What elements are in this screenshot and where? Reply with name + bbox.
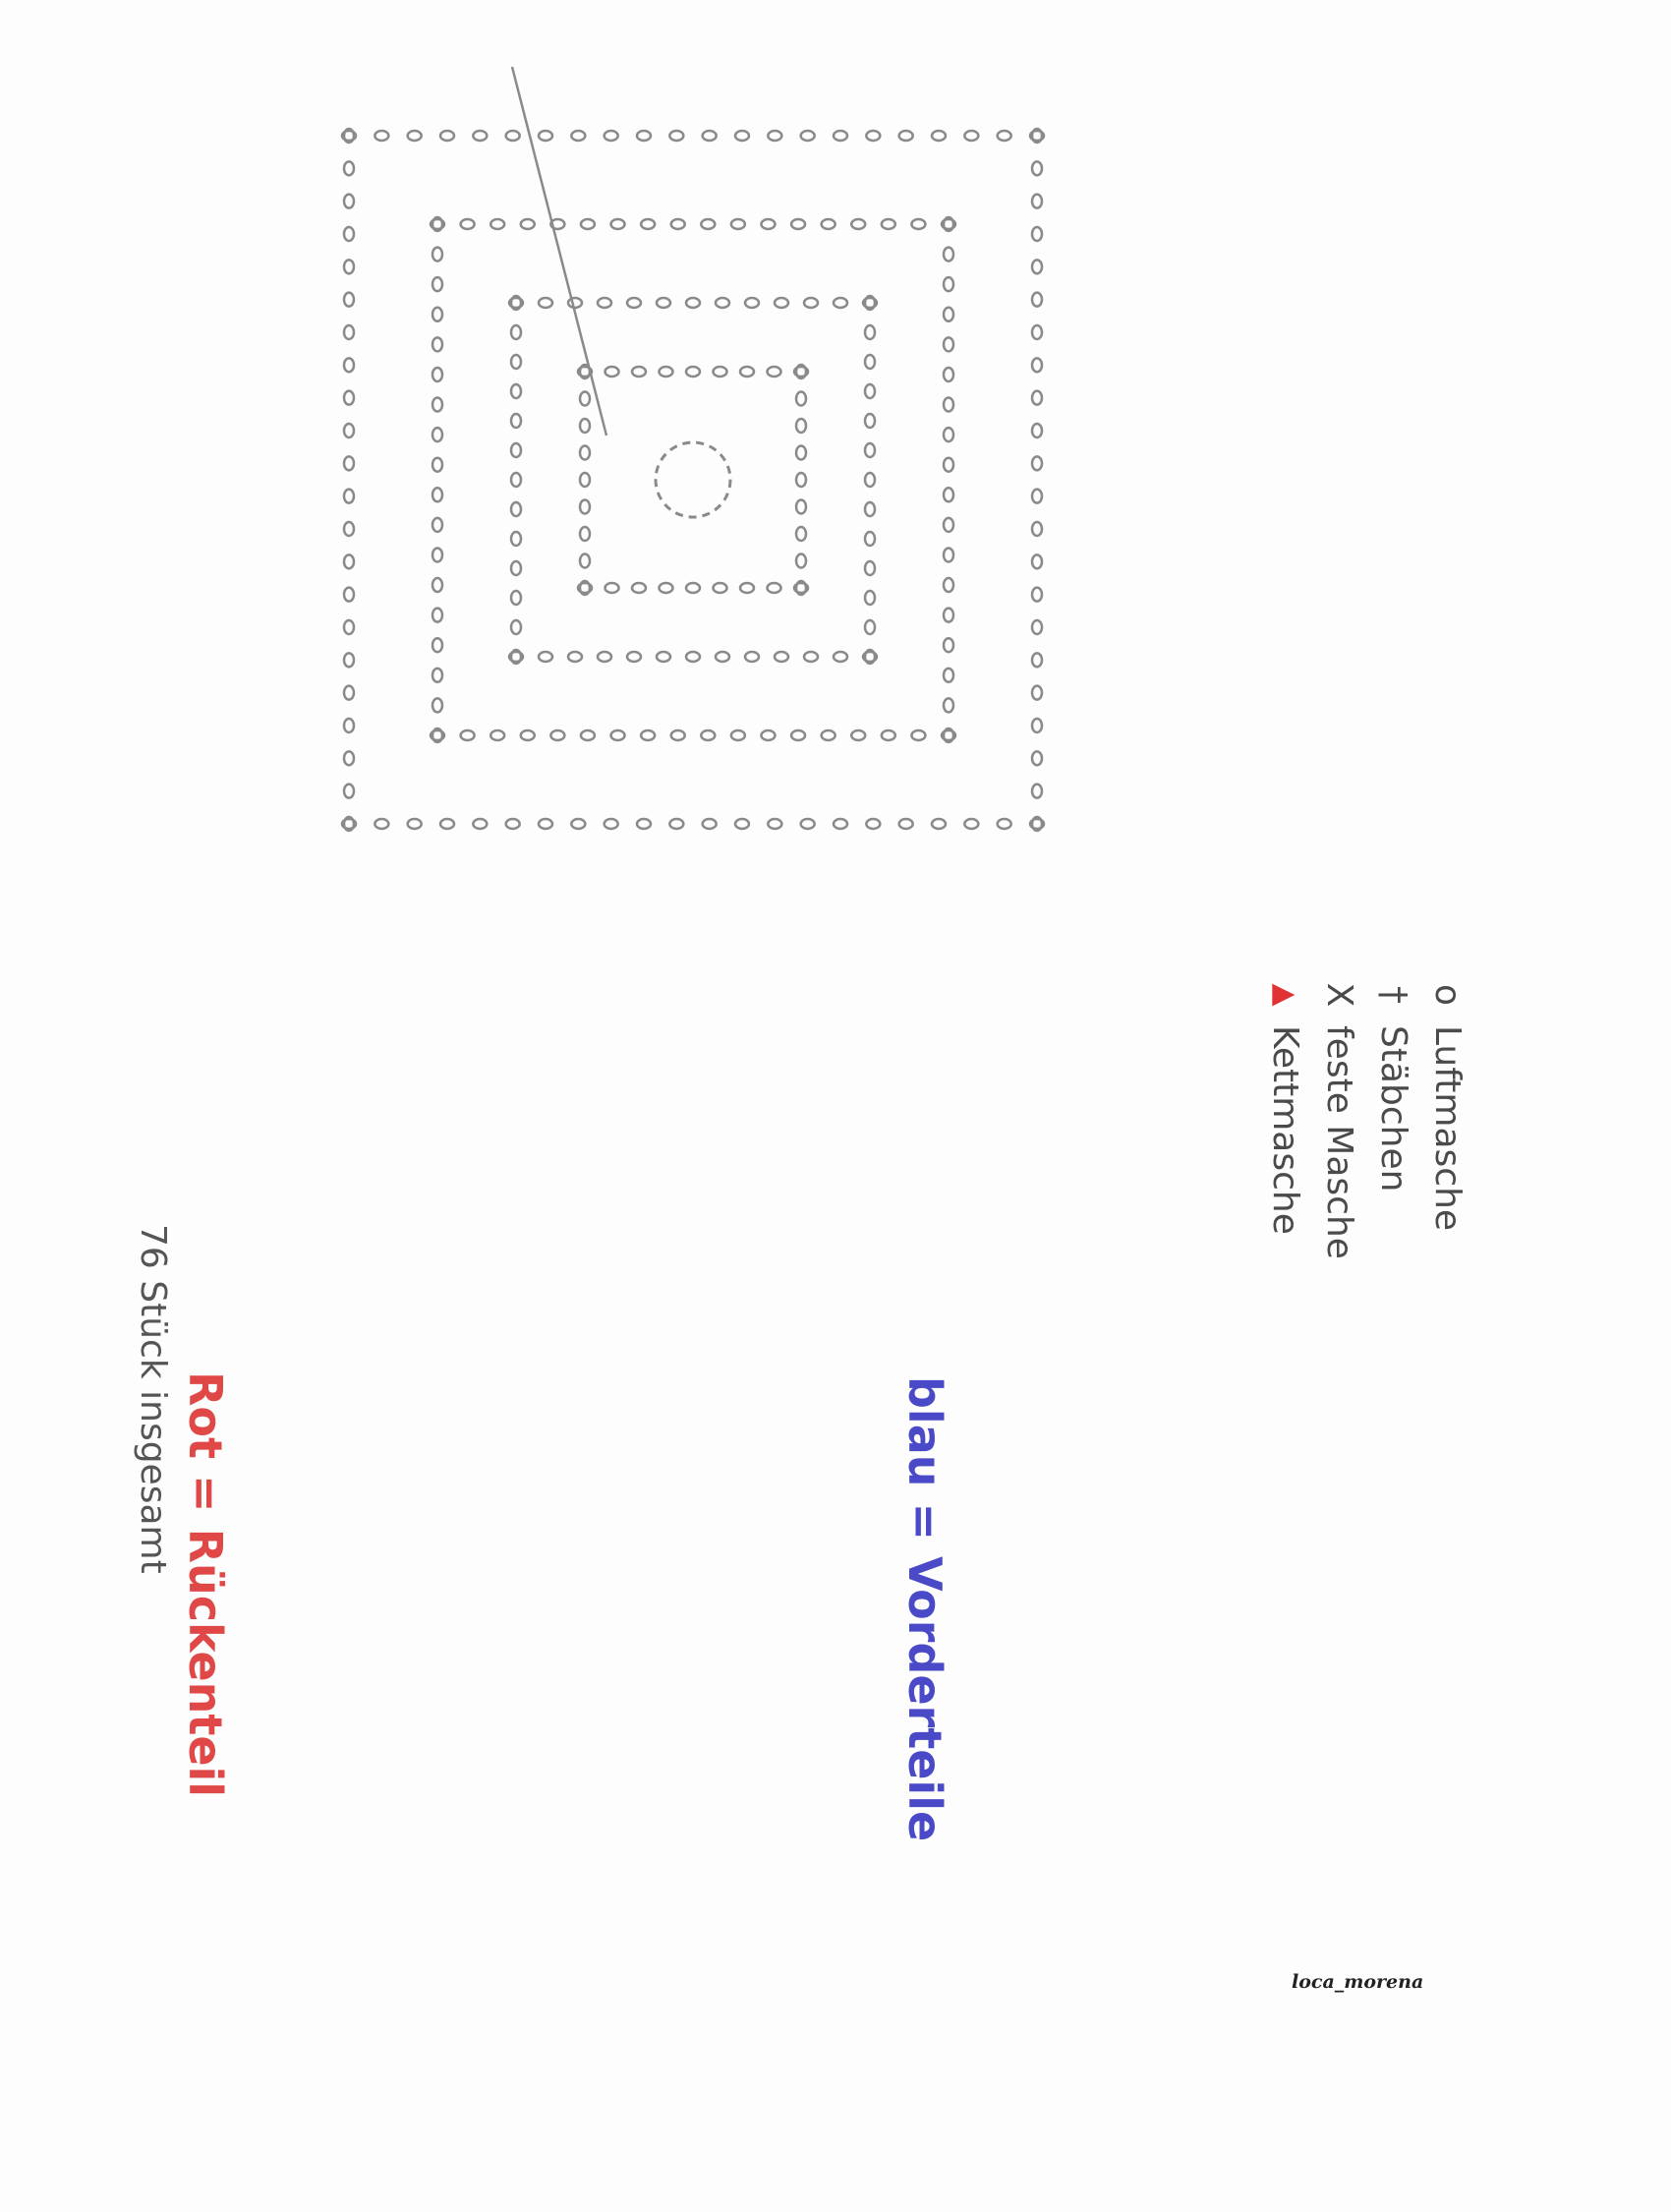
legend-label-single-crochet: feste Masche <box>1319 1025 1359 1259</box>
double-crochet-stem <box>512 67 606 436</box>
chain-stitch <box>1032 719 1042 732</box>
chain-stitch <box>932 819 946 829</box>
chain-stitch <box>944 488 953 501</box>
chain-stitch <box>944 578 953 592</box>
chain-stitch <box>851 219 865 229</box>
chain-stitch <box>580 446 590 460</box>
chain-stitch <box>944 609 953 622</box>
chain-stitch <box>580 554 590 568</box>
chain-stitch <box>834 819 847 829</box>
round-3-chains <box>509 296 877 664</box>
chain-stitch <box>632 583 646 593</box>
chain-stitch <box>511 473 521 487</box>
chain-stitch <box>344 653 354 667</box>
chain-stitch <box>598 298 611 308</box>
double-crochet-icon: † <box>1373 986 1413 1004</box>
chain-stitch <box>866 131 880 141</box>
chain-stitch <box>344 456 354 470</box>
chain-stitch <box>944 548 953 561</box>
chain-stitch <box>865 384 875 398</box>
chain-stitch <box>432 609 442 622</box>
chain-stitch <box>865 502 875 516</box>
chain-stitch <box>432 458 442 472</box>
chain-stitch <box>344 588 354 602</box>
chain-stitch <box>796 554 806 568</box>
chain-stitch <box>440 131 454 141</box>
chain-stitch <box>1032 522 1042 536</box>
chain-stitch <box>344 490 354 503</box>
chain-stitch <box>432 428 442 441</box>
chain-stitch <box>804 298 818 308</box>
chain-stitch <box>775 298 788 308</box>
chain-stitch <box>804 652 818 662</box>
chain-stitch <box>1032 785 1042 798</box>
chain-stitch <box>865 561 875 575</box>
chain-stitch <box>731 219 745 229</box>
chain-stitch <box>944 277 953 291</box>
chain-stitch <box>796 419 806 433</box>
chain-stitch <box>1032 424 1042 437</box>
chain-stitch <box>344 522 354 536</box>
chain-stitch <box>899 819 913 829</box>
chain-stitch <box>865 620 875 634</box>
chain-stitch <box>539 652 552 662</box>
chain-stitch <box>735 131 749 141</box>
chain-stitch <box>1032 293 1042 307</box>
granny-square-motif <box>342 67 1044 831</box>
chain-stitch <box>865 473 875 487</box>
chain-stitch <box>1032 456 1042 470</box>
chain-stitch <box>865 591 875 605</box>
back-piece-label: Rot = Rückenteil <box>179 1371 232 1798</box>
chain-stitch <box>571 131 585 141</box>
chain-stitch <box>1032 751 1042 765</box>
chain-stitch <box>775 652 788 662</box>
chain-stitch <box>632 367 646 377</box>
chain-stitch <box>637 131 651 141</box>
chain-stitch <box>865 443 875 457</box>
chain-stitch <box>944 698 953 712</box>
chain-stitch <box>511 502 521 516</box>
chain-stitch <box>657 652 670 662</box>
chain-stitch <box>580 527 590 541</box>
chain-stitch <box>1032 686 1042 700</box>
chain-stitch <box>998 819 1011 829</box>
chain-stitch <box>511 384 521 398</box>
chain-stitch <box>911 730 925 740</box>
chain-stitch <box>1032 490 1042 503</box>
chain-stitch <box>944 337 953 351</box>
chain-stitch <box>506 131 520 141</box>
chain-stitch <box>791 219 805 229</box>
chain-stitch <box>408 131 422 141</box>
chain-stitch <box>796 392 806 406</box>
chain-stitch <box>344 325 354 339</box>
chain-stitch <box>432 337 442 351</box>
chain-stitch <box>432 398 442 412</box>
chain-stitch <box>944 248 953 262</box>
chain-stitch <box>375 131 388 141</box>
chain-stitch <box>801 131 815 141</box>
chain-stitch <box>571 819 585 829</box>
chain-stitch <box>539 298 552 308</box>
chain-stitch <box>964 131 978 141</box>
chain-stitch <box>432 669 442 682</box>
chain-stitch <box>461 219 475 229</box>
author-signature: loca_morena <box>1292 1971 1424 1993</box>
chain-stitch <box>768 819 781 829</box>
chain-stitch <box>568 298 582 308</box>
chain-stitch <box>627 652 641 662</box>
chain-stitch <box>911 219 925 229</box>
chain-stitch <box>882 219 895 229</box>
chain-stitch <box>344 719 354 732</box>
chain-stitch <box>796 527 806 541</box>
chain-stitch <box>637 819 651 829</box>
chain-stitch <box>944 368 953 381</box>
chain-stitch <box>865 325 875 339</box>
chain-stitch <box>1032 620 1042 634</box>
chain-stitch <box>432 277 442 291</box>
round-4-chains <box>431 217 955 742</box>
chain-stitch <box>944 518 953 532</box>
chain-stitch <box>761 219 775 229</box>
chain-stitch <box>511 443 521 457</box>
chain-stitch <box>671 730 685 740</box>
chain-stitch <box>657 298 670 308</box>
chain-stitch <box>944 669 953 682</box>
chain-stitch <box>1032 195 1042 208</box>
chain-stitch <box>735 819 749 829</box>
legend-item-slip-stitch <box>1265 978 1305 1235</box>
chain-stitch <box>865 414 875 428</box>
chain-stitch <box>506 819 520 829</box>
chain-stitch <box>521 730 535 740</box>
stitch-fan-top <box>512 67 606 436</box>
chain-stitch <box>944 398 953 412</box>
chain-stitch <box>568 652 582 662</box>
chain-stitch <box>581 219 595 229</box>
chain-stitch <box>511 355 521 369</box>
chain-stitch <box>882 730 895 740</box>
chain-stitch <box>581 730 595 740</box>
chain-stitch <box>344 554 354 568</box>
chain-stitch-icon: o <box>1427 983 1468 1007</box>
chain-stitch <box>408 819 422 829</box>
chain-stitch <box>703 819 717 829</box>
chain-stitch <box>740 583 754 593</box>
chain-stitch <box>605 367 619 377</box>
chain-stitch <box>1032 260 1042 273</box>
chain-stitch <box>865 355 875 369</box>
chain-stitch <box>714 583 727 593</box>
chain-stitch <box>598 652 611 662</box>
chain-stitch <box>796 473 806 487</box>
chain-stitch <box>660 367 673 377</box>
chain-stitch <box>944 458 953 472</box>
chain-stitch <box>432 308 442 321</box>
round-5-chains <box>342 129 1044 831</box>
chain-stitch <box>1032 588 1042 602</box>
chain-stitch <box>432 578 442 592</box>
chain-stitch <box>796 500 806 514</box>
legend-label-slip-stitch: Kettmasche <box>1265 1025 1305 1235</box>
legend-item-double-crochet <box>1373 978 1413 1192</box>
chain-stitch <box>432 368 442 381</box>
chain-stitch <box>731 730 745 740</box>
chain-stitch <box>539 819 552 829</box>
chain-stitch <box>851 730 865 740</box>
chain-stitch <box>344 227 354 241</box>
chain-stitch <box>703 131 717 141</box>
chain-stitch <box>1032 391 1042 405</box>
chain-stitch <box>580 500 590 514</box>
chain-stitch <box>716 298 729 308</box>
chain-stitch <box>432 248 442 262</box>
legend-item-single-crochet <box>1319 978 1359 1259</box>
chain-stitch <box>768 131 781 141</box>
chain-stitch <box>686 367 700 377</box>
chain-stitch <box>344 391 354 405</box>
chain-stitch <box>344 785 354 798</box>
chain-stitch <box>768 583 781 593</box>
chain-stitch <box>440 819 454 829</box>
chain-stitch <box>944 308 953 321</box>
chain-stitch <box>899 131 913 141</box>
chain-stitch <box>669 819 683 829</box>
chain-stitch <box>490 730 504 740</box>
magic-ring <box>656 442 730 517</box>
chain-stitch <box>511 414 521 428</box>
chain-stitch <box>669 131 683 141</box>
chain-stitch <box>490 219 504 229</box>
chain-stitch <box>834 652 847 662</box>
chain-stitch <box>796 446 806 460</box>
chain-stitch <box>627 298 641 308</box>
chain-stitch <box>768 367 781 377</box>
chain-stitch <box>1032 358 1042 372</box>
chain-stitch <box>686 652 700 662</box>
chain-stitch <box>473 819 487 829</box>
chain-stitch <box>1032 653 1042 667</box>
chain-stitch <box>344 161 354 175</box>
chain-stitch <box>580 392 590 406</box>
piece-count-label: 76 Stück insgesamt <box>133 1224 173 1574</box>
chain-stitch <box>1032 161 1042 175</box>
chain-stitch <box>932 131 946 141</box>
chain-stitch <box>511 532 521 546</box>
chain-stitch <box>716 652 729 662</box>
chain-stitch <box>714 367 727 377</box>
chain-stitch <box>511 620 521 634</box>
chain-stitch <box>511 561 521 575</box>
slip-stitch-icon: ▲ <box>1268 983 1302 1007</box>
chain-stitch <box>461 730 475 740</box>
chain-stitch <box>822 219 836 229</box>
chain-stitch <box>944 428 953 441</box>
chain-stitch <box>745 652 759 662</box>
chain-stitch <box>539 131 552 141</box>
chain-stitch <box>701 219 715 229</box>
chain-stitch <box>344 293 354 307</box>
chain-stitch <box>580 419 590 433</box>
chain-stitch <box>865 532 875 546</box>
chain-stitch <box>511 325 521 339</box>
chain-stitch <box>866 819 880 829</box>
chain-stitch <box>791 730 805 740</box>
chain-stitch <box>822 730 836 740</box>
chain-stitch <box>671 219 685 229</box>
chain-stitch <box>432 518 442 532</box>
chain-stitch <box>432 548 442 561</box>
chain-stitch <box>580 473 590 487</box>
chain-stitch <box>834 298 847 308</box>
chain-stitch <box>998 131 1011 141</box>
chain-stitch <box>521 219 535 229</box>
chain-stitch <box>432 638 442 652</box>
front-pieces-label: blau = Vorderteile <box>898 1376 951 1842</box>
chain-stitch <box>686 583 700 593</box>
chain-stitch <box>511 591 521 605</box>
chain-stitch <box>761 730 775 740</box>
chain-stitch <box>605 583 619 593</box>
chain-stitch <box>605 131 618 141</box>
chain-stitch <box>344 686 354 700</box>
chain-stitch <box>473 131 487 141</box>
single-crochet-icon: X <box>1319 982 1359 1008</box>
chain-stitch <box>660 583 673 593</box>
legend-label-double-crochet: Stäbchen <box>1373 1025 1413 1193</box>
chain-stitch <box>801 819 815 829</box>
chain-stitch <box>641 219 655 229</box>
chain-stitch <box>740 367 754 377</box>
chain-stitch <box>1032 325 1042 339</box>
chain-stitch <box>550 730 564 740</box>
chain-stitch <box>1032 554 1042 568</box>
chain-stitch <box>834 131 847 141</box>
chain-stitch <box>1032 227 1042 241</box>
chain-stitch <box>344 620 354 634</box>
chain-stitch <box>344 358 354 372</box>
chain-stitch <box>432 698 442 712</box>
chain-stitch <box>344 195 354 208</box>
chain-stitch <box>701 730 715 740</box>
round-2-chains <box>578 365 808 595</box>
chain-stitch <box>344 751 354 765</box>
chain-stitch <box>605 819 618 829</box>
chain-stitch <box>686 298 700 308</box>
chain-stitch <box>432 488 442 501</box>
legend-item-chain <box>1427 978 1468 1231</box>
chain-stitch <box>375 819 388 829</box>
chain-stitch <box>344 424 354 437</box>
legend-label-chain: Luftmasche <box>1427 1025 1468 1232</box>
chain-stitch <box>745 298 759 308</box>
chain-stitch <box>964 819 978 829</box>
chain-stitch <box>944 638 953 652</box>
chain-stitch <box>641 730 655 740</box>
chain-stitch <box>344 260 354 273</box>
chain-stitch <box>611 730 625 740</box>
chain-stitch <box>611 219 625 229</box>
